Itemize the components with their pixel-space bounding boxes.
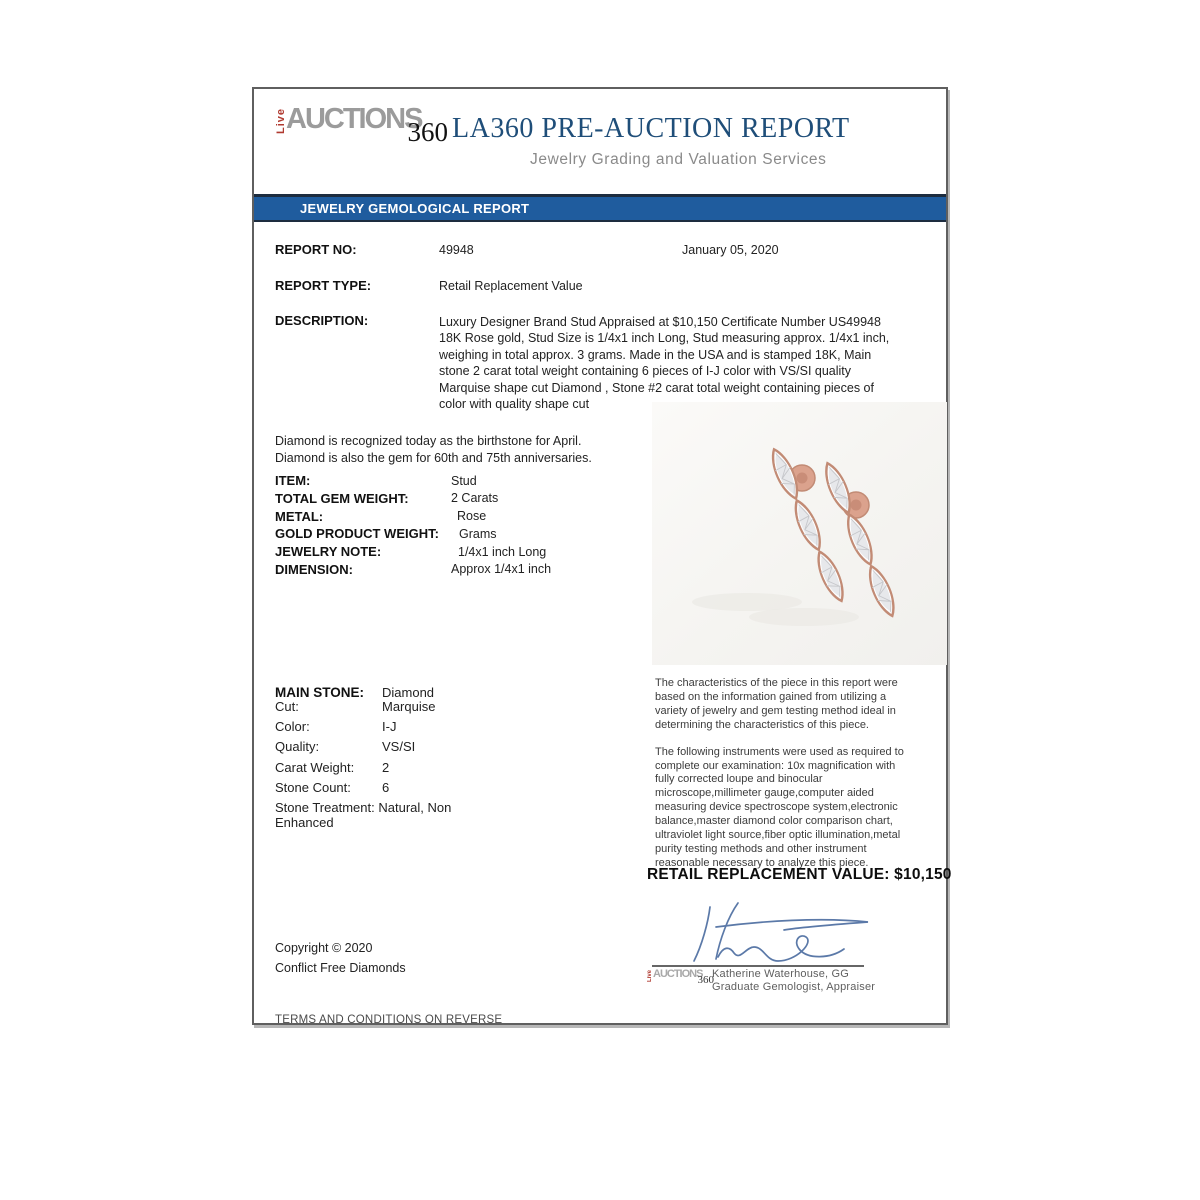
stone-row-quality	[275, 739, 505, 759]
spec-row-gem-weight	[275, 491, 635, 509]
stone-row-value: 6	[382, 779, 390, 795]
stone-row-value: 2	[382, 759, 390, 775]
spec-value: Rose	[457, 509, 487, 524]
stone-row-color	[275, 719, 505, 739]
stone-row-carat-weight	[275, 760, 505, 780]
logo-live-text: Live	[275, 108, 287, 135]
report-no-label: REPORT NO:	[275, 242, 357, 257]
spec-value: Grams	[459, 526, 497, 541]
copyright-text: Copyright © 2020	[275, 941, 373, 955]
report-date: January 05, 2020	[682, 243, 779, 257]
stone-row-stone-count	[275, 780, 505, 800]
stone-row-label: Stone Treatment:	[275, 799, 375, 815]
methodology-text	[655, 677, 908, 884]
spec-label: JEWELRY NOTE:	[275, 544, 382, 560]
conflict-free-text: Conflict Free Diamonds	[275, 961, 406, 975]
banner-label: JEWELRY GEMOLOGICAL REPORT	[300, 201, 530, 216]
report-type-value: Retail Replacement Value	[439, 279, 583, 293]
spec-value: 2 Carats	[451, 491, 499, 506]
main-stone-rows	[275, 699, 505, 831]
stone-row-label: Cut:	[275, 699, 299, 714]
report-type-label: REPORT TYPE:	[275, 278, 372, 293]
stone-row-value: Natural, Non Enhanced	[275, 799, 452, 831]
spec-label: METAL:	[275, 508, 324, 524]
jewelry-photo	[652, 402, 947, 665]
spec-value: 1/4x1 inch Long	[458, 544, 547, 559]
logo-auctions-text: AUCTIONS	[653, 968, 703, 980]
spec-row-dimension	[275, 562, 635, 580]
description-label: DESCRIPTION:	[275, 313, 369, 328]
spec-value: Approx 1/4x1 inch	[451, 562, 552, 577]
brand-logo	[276, 105, 448, 145]
stone-row-value: I-J	[382, 719, 397, 735]
stone-row-treatment	[275, 800, 480, 831]
stone-row-value: Marquise	[382, 699, 436, 714]
spec-row-jewelry-note	[275, 544, 635, 562]
logo-live-text: Live	[647, 970, 653, 983]
spec-label: ITEM:	[275, 473, 311, 488]
main-stone-label: MAIN STONE:	[275, 685, 365, 700]
page-subtitle: Jewelry Grading and Valuation Services	[530, 151, 827, 168]
birthstone-line2: Diamond is also the gem for 60th and 75th anniversaries.	[275, 450, 592, 465]
report-document	[252, 87, 952, 1026]
main-stone-value: Diamond	[382, 685, 435, 700]
spec-row-metal	[275, 509, 635, 527]
methodology-para2: The following instruments were used as required to complete our examination: 10x magnification with fully corrected loupe and binocular microscope,millimeter gauge,computer aided measuring device spectroscope system,electronic balance,master diamond color comparison chart, ultraviolet light source,fiber optic illumination,metal purity testing methods and other instrument reasonable necessary to analyze this piece.	[655, 745, 904, 869]
logo-360-text: 360	[407, 117, 448, 147]
appraiser-title: Graduate Gemologist, Appraiser	[712, 980, 876, 993]
stone-row-label: Quality:	[275, 739, 320, 755]
logo-360-text: 360	[697, 974, 714, 986]
stone-row-cut	[275, 699, 505, 719]
spec-label: TOTAL GEM WEIGHT:	[275, 490, 409, 506]
logo-auctions-text: AUCTIONS	[286, 103, 422, 135]
section-banner	[254, 194, 946, 222]
retail-replacement-value: RETAIL REPLACEMENT VALUE: $10,150	[647, 866, 952, 883]
birthstone-line1: Diamond is recognized today as the birthstone for April.	[275, 434, 582, 448]
stone-row-label: Carat Weight:	[275, 759, 355, 775]
terms-text: TERMS AND CONDITIONS ON REVERSE	[275, 1014, 503, 1026]
methodology-para1: The characteristics of the piece in this report were based on the information gained from utilizing a variety of jewelry and gem testing method ideal in determining the characteristics of this piece.	[655, 677, 898, 731]
spec-label: DIMENSION:	[275, 561, 353, 577]
description-text: Luxury Designer Brand Stud Appraised at $10,150 Certificate Number US49948 18K Rose gold, Stud Size is 1/4x1 inch Long, Stud measuring approx. 1/4x1 inch, weighing in total approx. 3 grams. Made in the USA and is stamped 18K, Main stone 2 carat total weight containing 6 pieces of I-J color with VS/SI quality Marquise shape cut Diamond , Stone #2 carat total weight containing pieces of color with quality shape cut	[439, 315, 890, 412]
report-no-value: 49948	[439, 243, 474, 257]
stone-row-label: Stone Count:	[275, 779, 351, 795]
stone-row-value: VS/SI	[382, 739, 416, 755]
page-title: LA360 PRE-AUCTION REPORT	[452, 113, 850, 144]
appraiser-name: Katherine Waterhouse, GG	[712, 968, 850, 980]
spec-row-item	[275, 473, 635, 491]
appraiser-block	[712, 968, 875, 994]
earrings-illustration	[652, 402, 947, 665]
spec-label: GOLD PRODUCT WEIGHT:	[275, 526, 439, 542]
spec-row-gold-weight	[275, 526, 635, 544]
signature-brand-logo	[647, 969, 714, 985]
spec-value: Stud	[451, 473, 477, 488]
stone-row-label: Color:	[275, 719, 310, 735]
spec-list	[275, 473, 635, 580]
birthstone-note	[275, 433, 592, 466]
signature	[672, 901, 872, 965]
signature-line	[652, 965, 864, 967]
